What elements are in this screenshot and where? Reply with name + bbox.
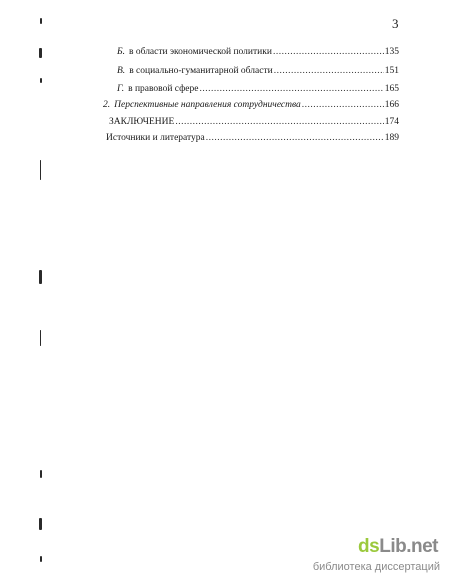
toc-entry-prefix: 2. [103,100,111,110]
toc-entry-prefix: В. [117,66,126,76]
logo-lib: Lib.net [379,536,438,557]
toc-entry-title: в области экономической политики [128,47,272,57]
toc-leader-dots [175,117,383,127]
toc-entry-page: 151 [384,66,399,76]
toc-entry-page: 189 [384,133,399,143]
toc-entry [103,100,399,110]
toc-entry [117,84,399,94]
dslib-watermark [312,536,446,580]
toc-entry-title: в правовой сфере [128,84,199,94]
toc-entry-title: в социально-гуманитарной области [129,66,273,76]
toc-entry-prefix: Б. [117,47,125,57]
toc-entry-page: 165 [384,84,399,94]
toc-entry-prefix: Г. [117,84,125,94]
toc-entry-title: Источники и литература [106,133,205,143]
toc-entry-title: Перспективные направления сотрудничества [114,100,301,110]
toc-leader-dots [199,84,383,94]
toc-entry-page: 135 [384,47,399,57]
dslib-logo [358,536,438,558]
logo-ds: ds [358,536,380,557]
toc-leader-dots [273,47,384,57]
toc-entry [106,133,399,143]
toc-entry [117,66,399,76]
toc-entry-page: 174 [384,117,399,127]
toc-leader-dots [274,66,384,76]
page-number: 3 [392,16,399,31]
toc-entry [109,117,399,127]
scan-binding-edge [39,0,47,582]
toc-leader-dots [206,133,384,143]
toc-entry-page: 166 [384,100,399,110]
toc-leader-dots [302,100,384,110]
toc-entry-title: ЗАКЛЮЧЕНИЕ [109,117,175,127]
toc-entry [117,47,399,57]
watermark-subtitle: библиотека диссертаций [312,561,440,573]
